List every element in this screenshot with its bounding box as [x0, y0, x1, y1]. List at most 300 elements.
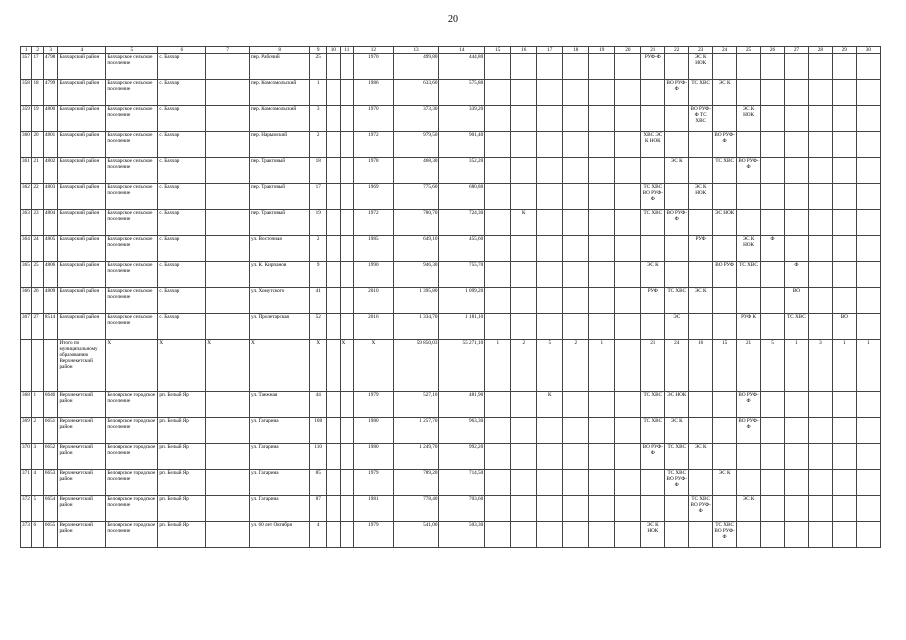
table-cell: ВО [784, 288, 808, 314]
table-cell [641, 496, 665, 522]
table-cell [665, 106, 689, 132]
table-cell [537, 262, 563, 288]
table-cell: 789,20 [393, 470, 439, 496]
table-cell: ул. Гагарина [249, 444, 309, 470]
table-cell [856, 314, 880, 340]
table-cell: 4803 [43, 184, 58, 210]
table-cell [615, 340, 641, 392]
table-cell [615, 262, 641, 288]
table-cell [537, 288, 563, 314]
table-cell [615, 496, 641, 522]
table-cell: 1978 [354, 158, 394, 184]
table-cell [832, 184, 856, 210]
table-cell [832, 54, 856, 80]
table-row [21, 158, 881, 184]
table-cell [485, 496, 511, 522]
table-cell [327, 288, 341, 314]
table-cell [761, 392, 785, 418]
table-cell: Бахчарское сельское поселение [106, 106, 158, 132]
table-cell [563, 262, 589, 288]
table-cell: Белоярское городское поселение [106, 444, 158, 470]
table-cell [511, 236, 537, 262]
table-cell: Бахчарский район [58, 106, 106, 132]
table-row [21, 392, 881, 418]
table-cell: 775,60 [393, 184, 439, 210]
table-cell [589, 158, 615, 184]
table-cell [641, 314, 665, 340]
table-cell: 4809 [43, 288, 58, 314]
table-cell: 44 [310, 392, 327, 418]
table-cell [589, 106, 615, 132]
table-cell: Верхнекетский район [58, 444, 106, 470]
table-cell [713, 236, 737, 262]
table-cell: с. Бахчар [158, 314, 206, 340]
table-cell [511, 418, 537, 444]
table-cell [563, 470, 589, 496]
table-cell [808, 392, 832, 418]
table-cell [563, 288, 589, 314]
table-cell [589, 314, 615, 340]
table-cell: 1979 [354, 392, 394, 418]
table-cell [713, 392, 737, 418]
table-cell [808, 80, 832, 106]
table-cell: ул. Таежная [249, 392, 309, 418]
table-cell: 1986 [354, 80, 394, 106]
table-cell [537, 132, 563, 158]
table-cell: 339,20 [439, 106, 485, 132]
table-cell: 55 271,10 [439, 340, 485, 392]
table-cell: ул. Хомутского [249, 288, 309, 314]
table-row [21, 106, 881, 132]
table-cell: ТС ХВС [784, 314, 808, 340]
table-cell [713, 106, 737, 132]
table-cell [713, 288, 737, 314]
table-cell [537, 184, 563, 210]
table-row [21, 418, 881, 444]
table-cell: с. Бахчар [158, 158, 206, 184]
table-cell: 481,90 [439, 392, 485, 418]
column-number-header: 5 [106, 47, 158, 54]
table-cell: 1 257,70 [393, 418, 439, 444]
table-cell: ТС ХВС [641, 418, 665, 444]
table-row [21, 314, 881, 340]
table-cell [563, 418, 589, 444]
table-cell: 87 [310, 496, 327, 522]
table-cell: 363 [21, 210, 32, 236]
table-cell: 527,10 [393, 392, 439, 418]
table-cell [665, 54, 689, 80]
table-cell: 18 [32, 80, 43, 106]
table-cell [485, 132, 511, 158]
table-cell: 361 [21, 158, 32, 184]
table-cell: 1969 [354, 184, 394, 210]
table-cell: Бахчарский район [58, 54, 106, 80]
table-cell [689, 470, 713, 496]
table-cell [511, 184, 537, 210]
table-cell [615, 288, 641, 314]
table-cell [856, 418, 880, 444]
table-cell: 6646 [43, 392, 58, 418]
table-cell [511, 80, 537, 106]
table-cell [485, 522, 511, 548]
table-cell [340, 210, 354, 236]
table-cell [537, 444, 563, 470]
table-cell: ЭС НОК [713, 210, 737, 236]
table-cell [589, 418, 615, 444]
column-number-header: 26 [761, 47, 785, 54]
table-cell: пер. Рабочий [249, 54, 309, 80]
table-cell [784, 210, 808, 236]
table-cell: 4 [32, 470, 43, 496]
table-cell: 52 [310, 314, 327, 340]
table-cell [340, 522, 354, 548]
table-cell [832, 444, 856, 470]
table-cell [340, 262, 354, 288]
table-cell [485, 106, 511, 132]
table-cell: ТС ХВС [641, 392, 665, 418]
table-cell [761, 522, 785, 548]
table-cell: 108 [310, 418, 327, 444]
table-cell: 1980 [354, 444, 394, 470]
table-cell: 714,50 [439, 470, 485, 496]
table-cell [856, 288, 880, 314]
table-cell [327, 496, 341, 522]
table-cell: Бахчарский район [58, 184, 106, 210]
table-cell [206, 184, 250, 210]
table-cell [589, 236, 615, 262]
table-cell [856, 106, 880, 132]
table-cell: ЭС [665, 314, 689, 340]
table-cell: ЭС К НОК [641, 522, 665, 548]
table-cell: с. Бахчар [158, 54, 206, 80]
table-cell: ЭС К [665, 158, 689, 184]
table-cell: 27 [32, 314, 43, 340]
table-cell: 2 [32, 418, 43, 444]
table-cell: 16 [689, 340, 713, 392]
table-cell: 373 [21, 522, 32, 548]
table-cell: с. Бахчар [158, 184, 206, 210]
table-cell: ВО РУФ-Ф [737, 418, 761, 444]
table-cell [563, 522, 589, 548]
table-cell: 503,30 [439, 522, 485, 548]
table-cell: с. Бахчар [158, 288, 206, 314]
table-cell [327, 210, 341, 236]
table-cell [784, 470, 808, 496]
table-cell: Бахчарское сельское поселение [106, 262, 158, 288]
table-cell [832, 262, 856, 288]
table-cell [615, 210, 641, 236]
table-cell: пер. Трактовый [249, 184, 309, 210]
table-cell [511, 132, 537, 158]
table-cell [21, 340, 32, 392]
table-cell [340, 444, 354, 470]
table-cell [206, 496, 250, 522]
table-cell [327, 54, 341, 80]
table-cell: рп. Белый Яр [158, 418, 206, 444]
table-cell [485, 54, 511, 80]
table-cell: РУФ [641, 288, 665, 314]
table-cell: 755,70 [439, 262, 485, 288]
table-cell: 364 [21, 236, 32, 262]
table-cell [206, 80, 250, 106]
table-cell [206, 236, 250, 262]
table-cell: 499,80 [393, 54, 439, 80]
table-cell: ВО РУФ-Ф ТС ХВС [689, 106, 713, 132]
column-number-header: 10 [327, 47, 341, 54]
table-cell: 633,60 [393, 80, 439, 106]
table-cell [485, 236, 511, 262]
table-cell: ЭС К [689, 444, 713, 470]
table-cell [537, 470, 563, 496]
table-cell [856, 470, 880, 496]
table-cell [856, 444, 880, 470]
table-cell [589, 54, 615, 80]
table-cell: ЭС К [641, 262, 665, 288]
table-cell: с. Бахчар [158, 132, 206, 158]
table-row [21, 184, 881, 210]
column-number-header: 23 [689, 47, 713, 54]
table-cell: ТС ХВС ВО РУФ-Ф [665, 470, 689, 496]
table-cell [615, 418, 641, 444]
table-cell: Белоярское городское поселение [106, 418, 158, 444]
table-cell [784, 80, 808, 106]
column-number-header: 27 [784, 47, 808, 54]
table-cell: 4804 [43, 210, 58, 236]
table-cell: 1 [310, 80, 327, 106]
table-cell [856, 496, 880, 522]
table-cell [832, 106, 856, 132]
table-cell [761, 444, 785, 470]
table-cell: Х [310, 340, 327, 392]
table-cell [832, 80, 856, 106]
table-cell: 703,60 [439, 496, 485, 522]
table-cell [856, 80, 880, 106]
table-cell [713, 496, 737, 522]
table-cell: ул. Пролетарская [249, 314, 309, 340]
table-cell [206, 444, 250, 470]
table-row [21, 262, 881, 288]
table-cell: 963,30 [439, 418, 485, 444]
table-cell: РУФ [689, 236, 713, 262]
column-number-header: 24 [713, 47, 737, 54]
column-number-header: 13 [393, 47, 439, 54]
table-cell [537, 418, 563, 444]
table-cell [537, 54, 563, 80]
table-cell: 352,20 [439, 158, 485, 184]
table-cell: ВО РУФ-Ф [737, 392, 761, 418]
table-cell: 3 [32, 444, 43, 470]
table-cell [327, 80, 341, 106]
table-cell: 372 [21, 496, 32, 522]
table-cell [665, 184, 689, 210]
table-cell [340, 496, 354, 522]
table-cell [856, 158, 880, 184]
table-cell: 979,50 [393, 132, 439, 158]
table-cell [589, 444, 615, 470]
table-cell [761, 210, 785, 236]
table-cell [761, 262, 785, 288]
table-cell [784, 418, 808, 444]
table-cell [485, 444, 511, 470]
table-cell [808, 132, 832, 158]
table-cell: 649,10 [393, 236, 439, 262]
table-cell: 6 [32, 522, 43, 548]
table-cell [563, 210, 589, 236]
table-cell: ВО [832, 314, 856, 340]
table-cell: 4801 [43, 132, 58, 158]
column-number-header: 12 [354, 47, 394, 54]
table-cell: 22 [32, 184, 43, 210]
table-cell: Верхнекетский район [58, 418, 106, 444]
table-cell [511, 288, 537, 314]
table-cell [641, 158, 665, 184]
table-cell: ЭС НОК [665, 392, 689, 418]
table-cell: 1 334,70 [393, 314, 439, 340]
table-cell [43, 340, 58, 392]
table-cell [737, 470, 761, 496]
table-cell: 946,30 [393, 262, 439, 288]
table-cell [485, 184, 511, 210]
table-cell [713, 314, 737, 340]
table-cell: 4 [310, 522, 327, 548]
table-cell [808, 184, 832, 210]
table-cell [784, 392, 808, 418]
table-cell: РУФ К [737, 314, 761, 340]
table-cell [563, 54, 589, 80]
table-cell: РУФ-Ф [641, 54, 665, 80]
table-cell: Х [354, 340, 394, 392]
table-cell [485, 470, 511, 496]
column-number-header: 14 [439, 47, 485, 54]
table-cell: 6654 [43, 496, 58, 522]
table-cell: 21 [641, 340, 665, 392]
table-cell [511, 444, 537, 470]
table-row [21, 288, 881, 314]
table-cell: 20 [32, 132, 43, 158]
table-cell: с. Бахчар [158, 262, 206, 288]
table-cell [856, 236, 880, 262]
table-cell [563, 392, 589, 418]
table-cell [327, 236, 341, 262]
table-cell [537, 236, 563, 262]
column-number-header: 25 [737, 47, 761, 54]
table-cell [206, 210, 250, 236]
table-cell: ТС ХВС [665, 444, 689, 470]
table-cell: с. Бахчар [158, 80, 206, 106]
table-cell [856, 210, 880, 236]
table-cell: 24 [665, 340, 689, 392]
table-cell [615, 158, 641, 184]
table-cell: 25 [32, 262, 43, 288]
table-cell: 369 [21, 418, 32, 444]
table-cell [206, 54, 250, 80]
table-cell: 1985 [354, 236, 394, 262]
table-cell [737, 132, 761, 158]
table-cell: ЭС К НОК [737, 106, 761, 132]
table-cell: 362 [21, 184, 32, 210]
table-cell [206, 158, 250, 184]
table-cell [563, 106, 589, 132]
table-row [21, 470, 881, 496]
table-cell: 366 [21, 288, 32, 314]
table-cell [340, 470, 354, 496]
table-cell [713, 418, 737, 444]
table-cell: 370 [21, 444, 32, 470]
table-cell [856, 262, 880, 288]
table-cell [327, 106, 341, 132]
table-cell [206, 314, 250, 340]
table-cell: 110 [310, 444, 327, 470]
table-cell: К [537, 392, 563, 418]
table-cell [589, 470, 615, 496]
table-cell [206, 470, 250, 496]
table-cell: Бахчарское сельское поселение [106, 288, 158, 314]
table-cell [511, 392, 537, 418]
table-cell [761, 184, 785, 210]
table-cell: с. Бахчар [158, 210, 206, 236]
table-cell [615, 80, 641, 106]
table-cell [615, 106, 641, 132]
table-cell [327, 262, 341, 288]
table-cell: 85 [310, 470, 327, 496]
page-number: 20 [448, 14, 458, 25]
table-cell: ХВС ЭС К НОК [641, 132, 665, 158]
table-cell: рп. Белый Яр [158, 470, 206, 496]
table-cell: 4799 [43, 80, 58, 106]
table-cell [737, 210, 761, 236]
table-cell: К [511, 210, 537, 236]
table-cell [511, 158, 537, 184]
table-row [21, 54, 881, 80]
column-number-row [21, 47, 881, 54]
table-cell: Х [249, 340, 309, 392]
table-cell: 468,30 [393, 158, 439, 184]
column-number-header: 1 [21, 47, 32, 54]
table-cell [327, 418, 341, 444]
table-cell: Х [340, 340, 354, 392]
table-cell: рп. Белый Яр [158, 496, 206, 522]
table-cell: ЭС К [713, 470, 737, 496]
table-cell: 18 [310, 158, 327, 184]
table-cell [340, 80, 354, 106]
table-cell: 780,70 [393, 210, 439, 236]
table-cell [589, 210, 615, 236]
table-cell: 358 [21, 80, 32, 106]
table-cell: Х [106, 340, 158, 392]
table-cell [327, 340, 341, 392]
table-cell: с. Бахчар [158, 236, 206, 262]
table-cell: ЭС К НОК [737, 236, 761, 262]
table-cell [761, 470, 785, 496]
table-cell [808, 288, 832, 314]
table-cell: 6655 [43, 522, 58, 548]
table-cell: ТС ХВС [713, 158, 737, 184]
table-cell: 6651 [43, 418, 58, 444]
column-number-header: 3 [43, 47, 58, 54]
table-cell: 1 [485, 340, 511, 392]
table-cell [761, 288, 785, 314]
table-cell: Белоярское городское поселение [106, 496, 158, 522]
table-cell [563, 444, 589, 470]
table-cell [537, 314, 563, 340]
table-cell [761, 80, 785, 106]
table-cell [340, 184, 354, 210]
table-cell [340, 314, 354, 340]
table-cell [808, 314, 832, 340]
table-cell [832, 158, 856, 184]
table-cell: 21 [737, 340, 761, 392]
table-cell: ВО РУФ-Ф [665, 210, 689, 236]
